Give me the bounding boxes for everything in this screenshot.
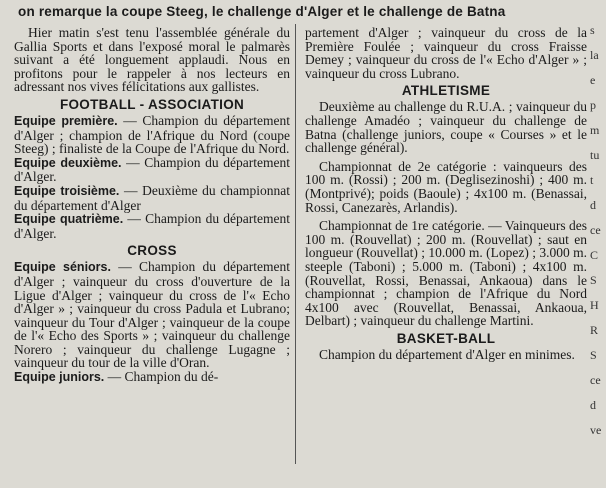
cross-continuation: partement d'Alger ; vainqueur du cross de la Première Foulée ; vainqueur du cross Fraisse Demey ; vainqueur du cross de l'« Echo d'Alger » ; vainqueur du cross Lubrano. — [305, 25, 587, 81]
team4-label: Equipe quatrième. — [14, 212, 124, 227]
seniors-entry — [14, 260, 290, 370]
basketball-paragraph: Champion du département d'Alger en minimes. — [319, 346, 575, 362]
team3-label: Equipe troisième. — [14, 183, 120, 198]
team2-label: Equipe deuxième. — [14, 155, 122, 170]
seniors-label: Equipe séniors. — [14, 260, 111, 275]
edge-fragment: m — [590, 123, 600, 137]
headline: on remarque la coupe Steeg, le challenge d'Alger et le challenge de Batna — [18, 4, 506, 19]
edge-fragment: ve — [590, 423, 602, 437]
athletics-paragraph-2: Championnat de 2e catégorie : vainqueurs des 100 m. (Rossi) ; 200 m. (Deglisezinoshi) ; 400 m. (Montprivé); poids (Baoule) ; 4x100 m. (Benassai, Rossi, Canezarès, Arlandis). — [305, 158, 587, 215]
team3-text: — Deuxième du championnat du département d'Alger — [14, 182, 290, 213]
edge-fragment: S — [590, 348, 597, 362]
team4-entry — [14, 212, 290, 240]
edge-fragment: S — [590, 273, 597, 287]
team1-label: Equipe première. — [14, 113, 118, 128]
edge-fragment: ce — [590, 373, 601, 387]
adjacent-column-fragments — [590, 18, 606, 458]
edge-fragment: d — [590, 398, 596, 412]
team3-entry — [14, 184, 290, 212]
edge-fragment: ce — [590, 223, 601, 237]
edge-fragment: tu — [590, 148, 600, 162]
edge-fragment: d — [590, 198, 596, 212]
basketball-heading: BASKET-BALL — [396, 330, 496, 346]
column-divider — [295, 24, 296, 464]
edge-fragment: t — [590, 173, 594, 187]
team4-text: — Champion du département d'Alger. — [14, 211, 291, 241]
left-column — [14, 26, 290, 385]
seniors-text: — Champion du département d'Alger ; vainqueur du cross d'ouverture de la Ligue d'Alger ; vainqueur du cross de l'« Echo d'Alger » ; vainqueur du cross Padula et Lubrano; vainqueur du Tour d'Alger ; vainqueur de la coupe de l'« Echo des Sports » ; vainqueur du challenge Norero ; vainqueur du challenge Lugagne ; vainqueur du tour de la ville d'Oran. — [14, 259, 290, 371]
edge-fragment: R — [590, 323, 599, 337]
edge-fragment: p — [590, 98, 596, 112]
team1-text: — Champion du département d'Alger ; champion de l'Afrique du Nord (coupe Steeg) ; finaliste de la Coupe de l'Afrique du Nord. — [14, 112, 290, 157]
juniors-label: Equipe juniors. — [14, 370, 105, 385]
team1-entry — [14, 114, 290, 156]
team2-entry — [14, 156, 290, 184]
edge-fragment: la — [590, 48, 599, 62]
athletics-heading: ATHLETISME — [401, 83, 491, 99]
athletics-paragraph-3: Championnat de 1re catégorie. — Vainqueurs des 100 m. (Rouvellat) ; 200 m. (Rouvellat) ; saut en longueur (Rouvellat) ; 10.000 m. (Lopez) ; 3.000 m. steeple (Taboni) ; 5.000 m. (Taboni) ; 4x100 m. (Rouvellat, Rossi, Benassai, Ankaoua) dans le championnat ; champion de l'Afrique du Nord 4x100 avec (Rouvellat, Benassai, Ankaoua, Delbart) ; vainqueur du challenge Martini. — [305, 218, 587, 329]
team2-text: — Champion du département d'Alger. — [14, 154, 290, 185]
athletics-paragraph-1: Deuxième au challenge du R.U.A. ; vainqueur du challenge Amadéo ; vainqueur du challenge de Batna (challenge juniors, coupe « Courses » et le challenge général). — [305, 99, 587, 156]
cross-heading: CROSS — [127, 243, 177, 259]
edge-fragment: H — [590, 298, 599, 312]
edge-fragment: e — [590, 73, 596, 87]
football-heading: FOOTBALL - ASSOCIATION — [59, 96, 245, 112]
juniors-entry — [14, 370, 290, 385]
juniors-text: — Champion du dé- — [104, 369, 219, 385]
edge-fragment: C — [590, 248, 599, 262]
edge-fragment: s — [590, 23, 595, 37]
intro-paragraph: Hier matin s'est tenu l'assemblée générale du Gallia Sports et dans l'exposé moral le palmarès suivant a été longuement applaudi. Nous en profitons pour le rappeler à nos lecteurs en adressant nos vives félicitations aux gallistes. — [14, 25, 290, 95]
right-column — [305, 26, 587, 361]
